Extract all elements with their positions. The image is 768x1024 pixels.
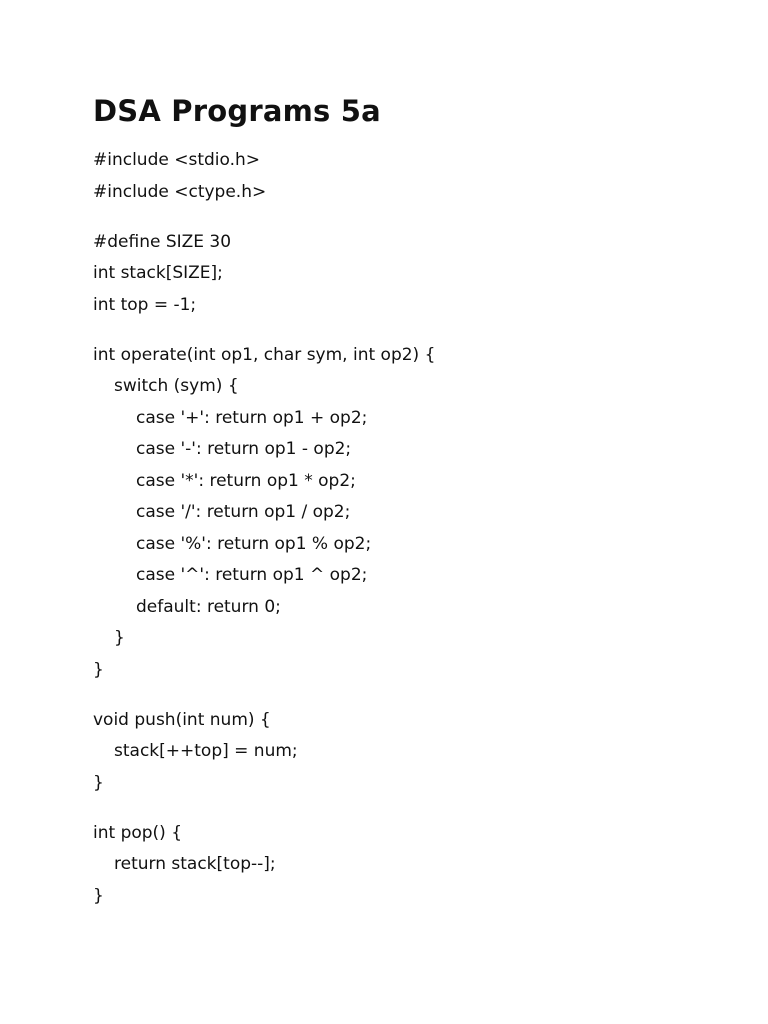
code-line: default: return 0; bbox=[136, 596, 281, 617]
block-gap bbox=[93, 686, 435, 705]
code-line: stack[++top] = num; bbox=[114, 741, 298, 761]
code-line: void push(int num) { bbox=[93, 709, 271, 730]
code-line: } bbox=[93, 772, 104, 793]
code-line: #include <stdio.h> bbox=[93, 150, 261, 170]
block-gap bbox=[93, 208, 435, 227]
code-line: int top = -1; bbox=[93, 294, 197, 315]
code-line: } bbox=[114, 628, 125, 648]
code-line: case '/': return op1 / op2; bbox=[136, 502, 351, 522]
code-line: return stack[top--]; bbox=[114, 854, 276, 874]
code-line: case '-': return op1 - op2; bbox=[136, 439, 352, 459]
code-line: case '+': return op1 + op2; bbox=[136, 407, 368, 428]
code-listing bbox=[93, 145, 435, 912]
code-line: switch (sym) { bbox=[114, 376, 239, 396]
code-line: case '*': return op1 * op2; bbox=[136, 470, 356, 491]
code-line: int stack[SIZE]; bbox=[93, 263, 223, 283]
code-line: #include <ctype.h> bbox=[93, 181, 267, 202]
code-line: int operate(int op1, char sym, int op2) { bbox=[93, 344, 436, 365]
code-line: } bbox=[93, 659, 104, 680]
document-title: DSA Programs 5a bbox=[93, 94, 381, 128]
code-line: case '^': return op1 ^ op2; bbox=[136, 565, 368, 585]
code-line: } bbox=[93, 885, 104, 906]
block-gap bbox=[93, 321, 435, 340]
block-gap bbox=[93, 799, 435, 818]
code-line: case '%': return op1 % op2; bbox=[136, 533, 372, 554]
code-line: int pop() { bbox=[93, 822, 183, 843]
code-line: #define SIZE 30 bbox=[93, 231, 232, 252]
